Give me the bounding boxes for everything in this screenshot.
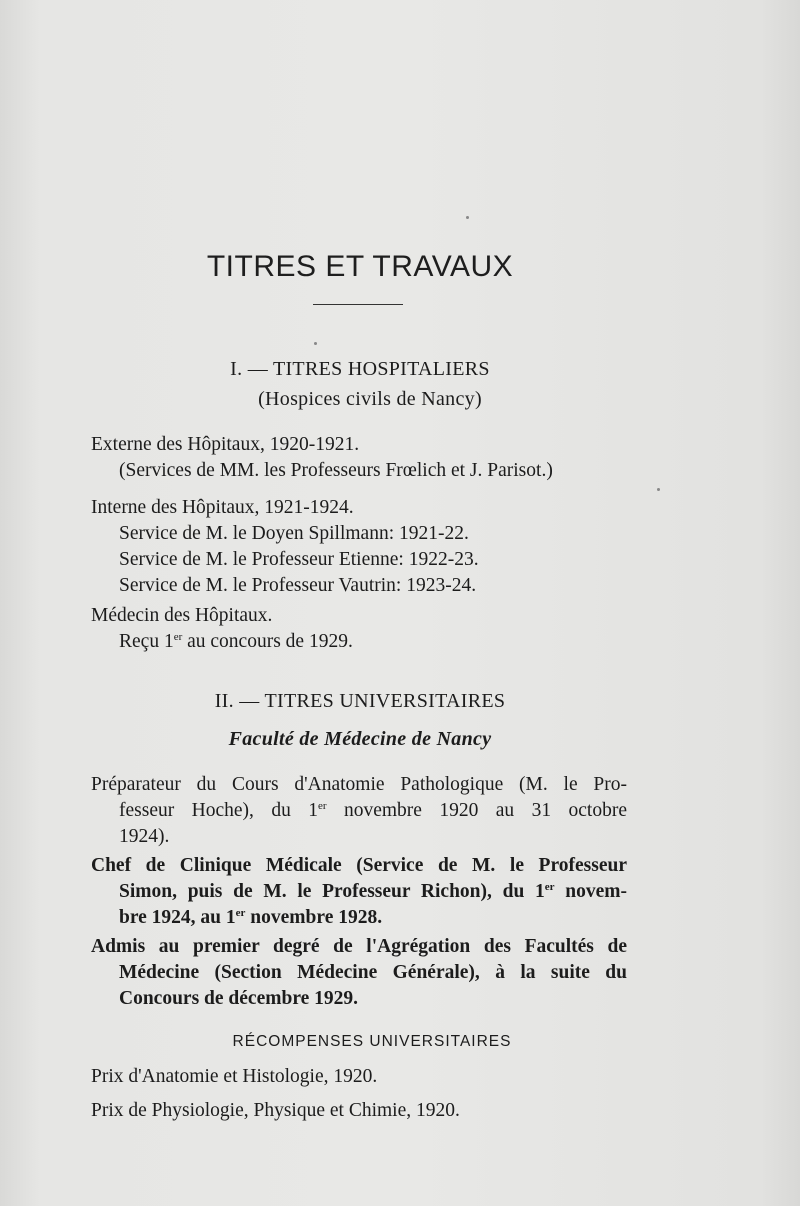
print-speck (657, 488, 660, 491)
preparateur-line3: 1924). (119, 826, 170, 847)
interne-line2: Service de M. le Doyen Spillmann: 1921-22. (119, 523, 469, 544)
medecin-line1: Médecin des Hôpitaux. (91, 605, 273, 626)
admis-line3: Concours de décembre 1929. (119, 988, 359, 1009)
preparateur-entry (91, 772, 627, 850)
externe-line2: (Services de MM. les Professeurs Frœlich et J. Parisot.) (119, 460, 553, 481)
recompenses-heading: RÉCOMPENSES UNIVERSITAIRES (232, 1033, 512, 1050)
interne-line1: Interne des Hôpitaux, 1921-1924. (91, 497, 354, 518)
externe-entry (91, 432, 553, 484)
print-speck (466, 216, 469, 219)
chef-line2: Simon, puis de M. le Professeur Richon), du 1er novem- (119, 881, 627, 902)
section1-heading: I. — TITRES HOSPITALIERS (230, 358, 490, 380)
section2-subheading: Faculté de Médecine de Nancy (228, 728, 492, 750)
chef-line1: Chef de Clinique Médicale (Service de M. le Professeur (91, 855, 627, 876)
interne-line3: Service de M. le Professeur Etienne: 1922-23. (119, 549, 479, 570)
title-rule (313, 304, 403, 305)
interne-line4: Service de M. le Professeur Vautrin: 1923-24. (119, 575, 477, 596)
prix-physiologie: Prix de Physiologie, Physique et Chimie, 1920. (91, 1100, 460, 1121)
page-title: TITRES ET TRAVAUX (206, 250, 514, 283)
print-speck (314, 342, 317, 345)
preparateur-line2: fesseur Hoche), du 1er novembre 1920 au 31 octobre (119, 800, 627, 821)
medecin-entry (91, 603, 353, 655)
medecin-line2: Reçu 1er au concours de 1929. (119, 631, 353, 652)
preparateur-line1: Préparateur du Cours d'Anatomie Pathologique (M. le Pro- (91, 774, 627, 795)
admis-line2: Médecine (Section Médecine Générale), à la suite du (119, 962, 627, 983)
admis-entry (91, 934, 627, 1012)
section2-heading: II. — TITRES UNIVERSITAIRES (214, 690, 506, 712)
admis-line1: Admis au premier degré de l'Agrégation des Facultés de (91, 936, 627, 957)
prix-anatomie: Prix d'Anatomie et Histologie, 1920. (91, 1066, 378, 1087)
section1-subheading: (Hospices civils de Nancy) (258, 388, 482, 410)
chef-entry (91, 853, 627, 931)
externe-line1: Externe des Hôpitaux, 1920-1921. (91, 434, 360, 455)
chef-line3: bre 1924, au 1er novembre 1928. (119, 907, 383, 928)
interne-entry (91, 495, 479, 599)
